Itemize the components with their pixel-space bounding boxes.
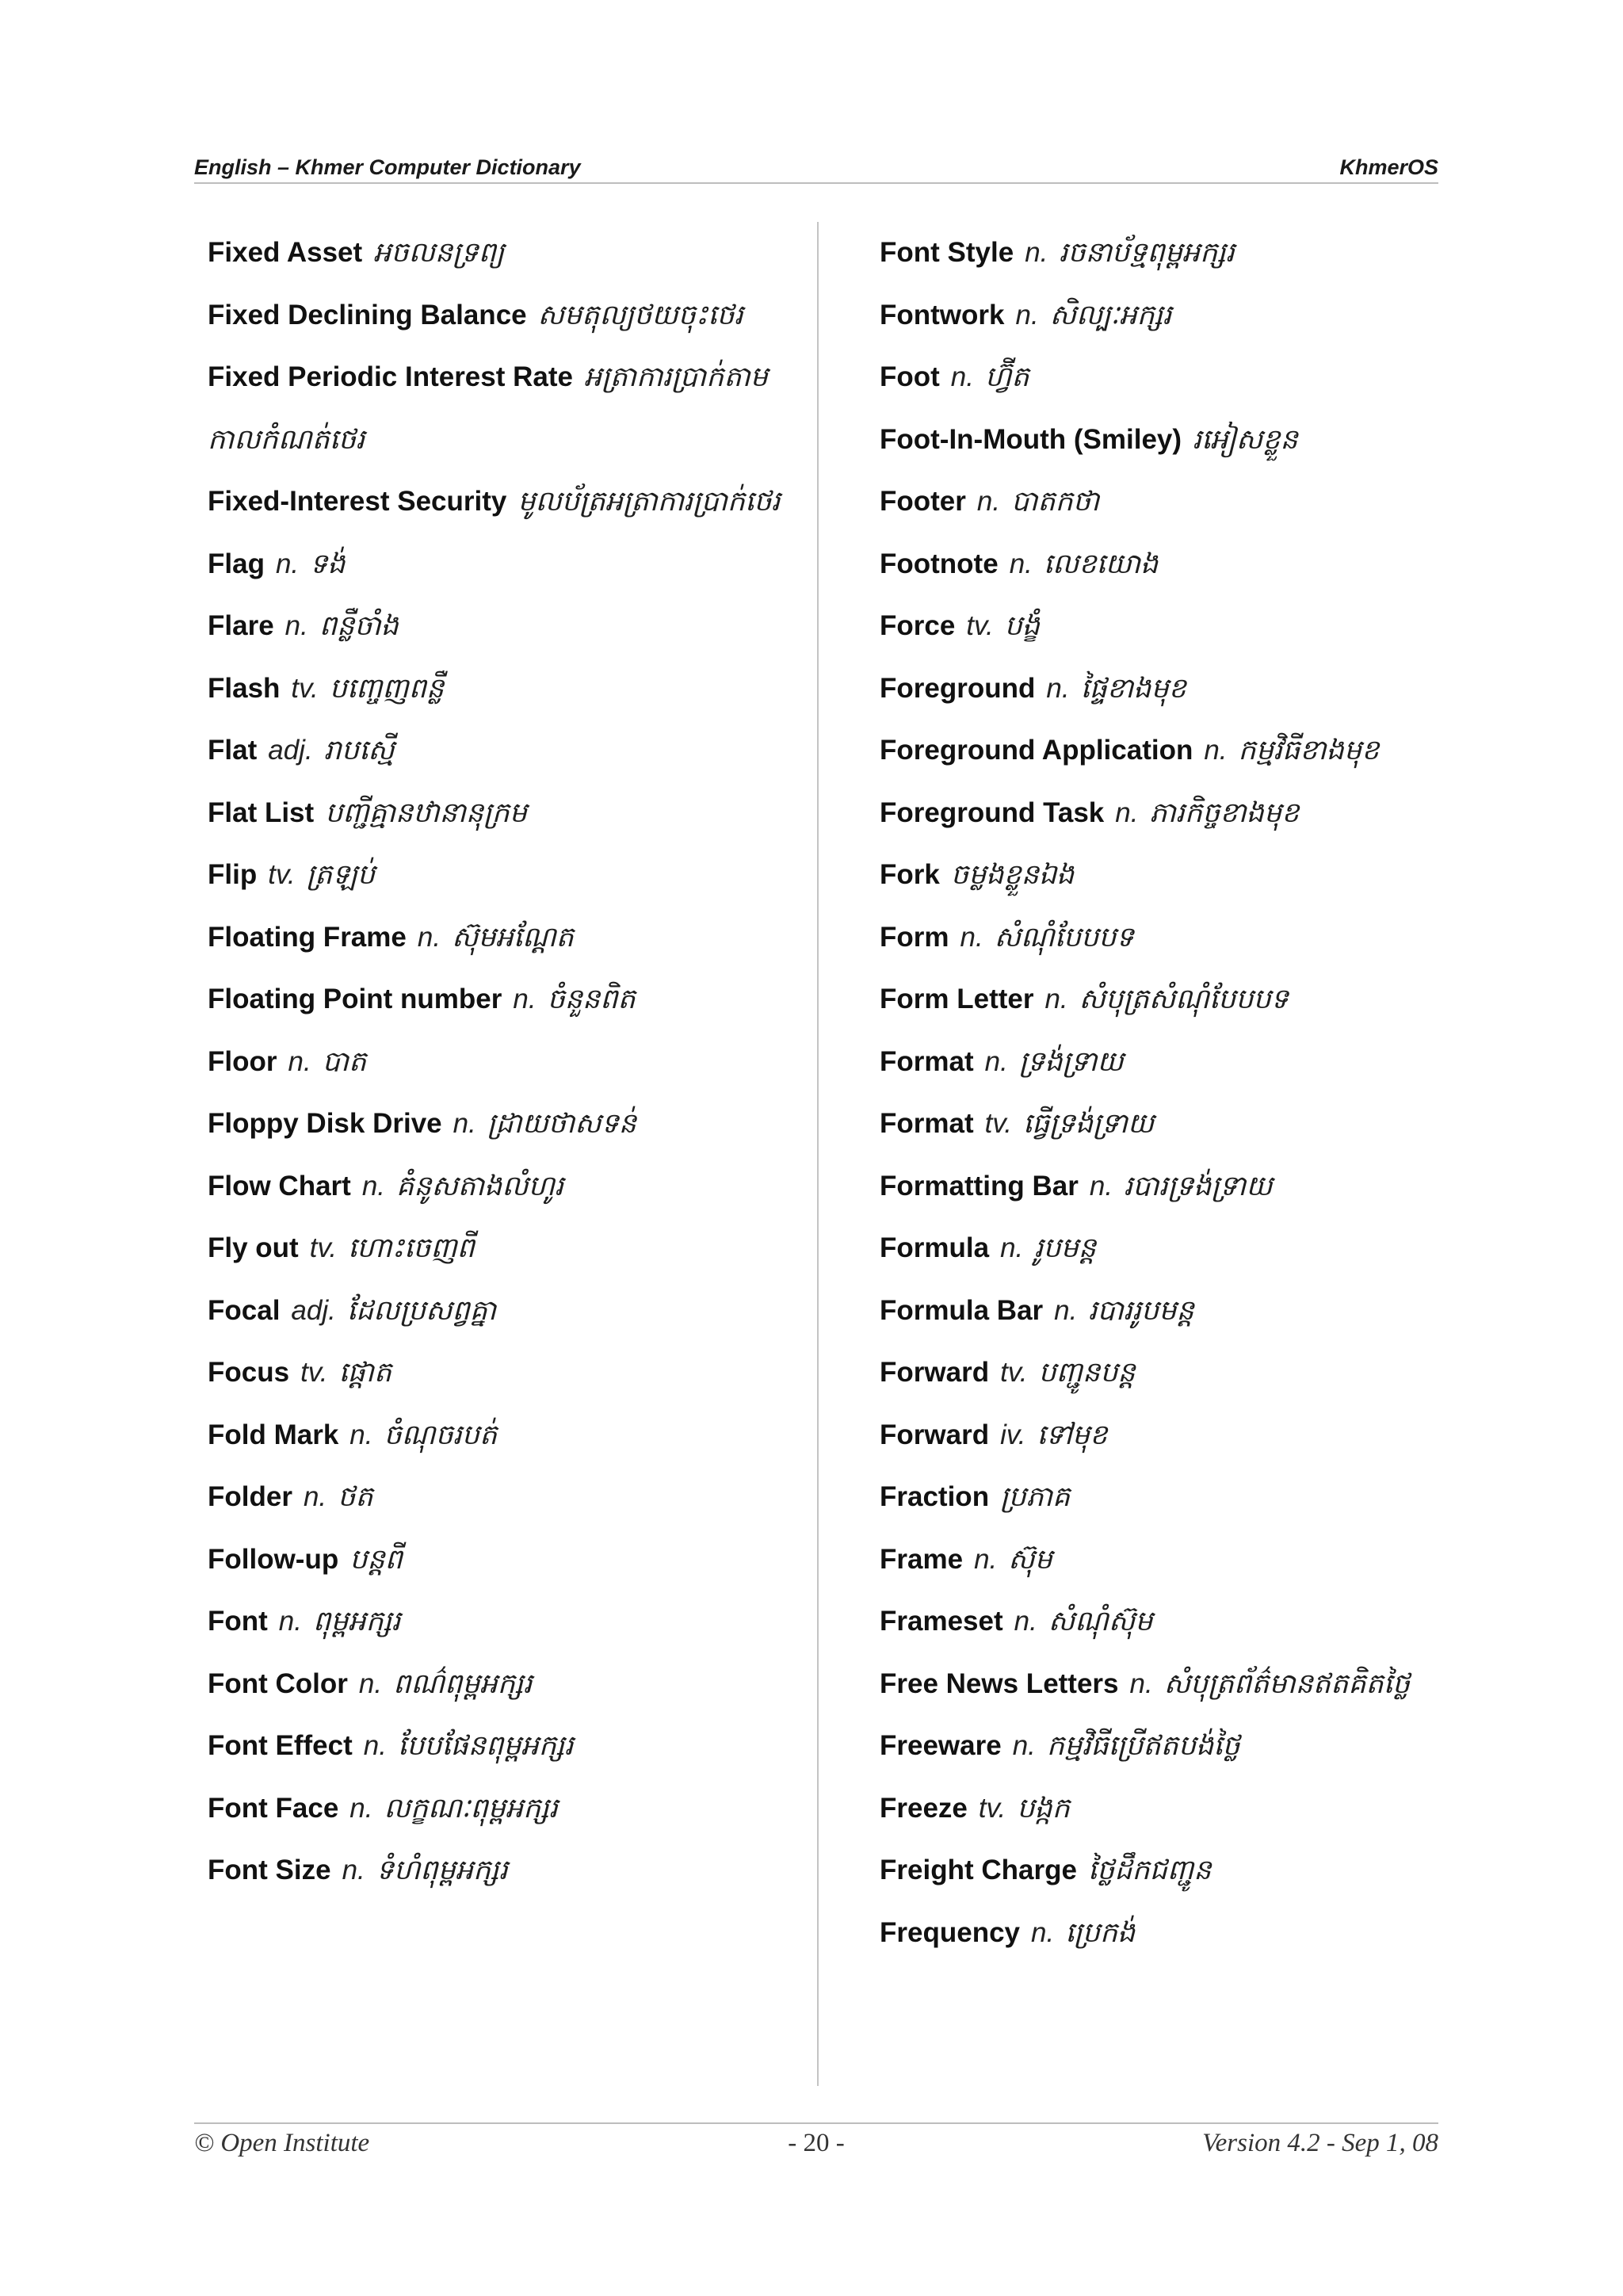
entry-khmer-translation: អត្រាការប្រាក់តាមកាលកំណត់ថេរ xyxy=(208,361,768,456)
entry-khmer-translation: ដែលប្រសព្វគ្នា xyxy=(346,1294,497,1327)
entry-term: Fixed Periodic Interest Rate xyxy=(208,361,573,392)
dictionary-entry xyxy=(208,907,798,969)
entry-khmer-translation: ពុម្ពអក្សរ xyxy=(313,1606,401,1637)
entry-khmer-translation: សំបុត្រព័ត៌មានឥតគិតថ្លៃ xyxy=(1163,1668,1411,1700)
entry-part-of-speech: n. xyxy=(303,1481,327,1512)
entry-part-of-speech: n. xyxy=(349,1792,373,1824)
entry-term: Floating Point number xyxy=(208,984,502,1014)
entry-term: Fork xyxy=(880,859,940,890)
dictionary-entry xyxy=(880,1156,1466,1218)
entry-part-of-speech: n. xyxy=(984,1045,1008,1077)
brand-name: KhmerOS xyxy=(1339,155,1438,179)
entry-khmer-translation: ទ្រង់ទ្រាយ xyxy=(1018,1045,1124,1078)
entry-khmer-translation: លក្ខណៈពុម្ពអក្សរ xyxy=(384,1792,558,1824)
entry-khmer-translation: បង្ខំ xyxy=(1004,610,1041,642)
dictionary-entry xyxy=(880,1778,1466,1840)
entry-part-of-speech: n. xyxy=(974,1543,998,1575)
entry-part-of-speech: tv. xyxy=(978,1792,1006,1824)
entry-khmer-translation: ផ្តោត xyxy=(338,1357,392,1389)
entry-khmer-translation: សំបុត្រសំណុំបែបបទ xyxy=(1079,984,1289,1015)
entry-part-of-speech: n. xyxy=(1031,1916,1055,1948)
entry-part-of-speech: n. xyxy=(1000,1232,1024,1263)
entry-part-of-speech: iv. xyxy=(1000,1419,1026,1450)
page-footer xyxy=(194,2122,1438,2159)
dictionary-entry xyxy=(208,1715,798,1778)
entry-term: Foot xyxy=(880,361,940,392)
dictionary-entry xyxy=(880,222,1466,285)
version-text: Version 4.2 - Sep 1, 08 xyxy=(1202,2129,1438,2157)
dictionary-entry xyxy=(880,907,1466,969)
entry-khmer-translation: រចនាប័ទ្មពុម្ពអក្សរ xyxy=(1059,237,1235,269)
page-number: - 20 - xyxy=(788,2129,845,2157)
dictionary-entry xyxy=(208,1591,798,1653)
entry-term: Follow-up xyxy=(208,1543,339,1575)
entry-term: Focal xyxy=(208,1294,281,1326)
entry-part-of-speech: tv. xyxy=(309,1232,338,1263)
entry-term: Format xyxy=(880,1045,974,1077)
entry-term: Focus xyxy=(208,1357,290,1388)
entry-term: Foreground Task xyxy=(880,797,1105,828)
entry-part-of-speech: n. xyxy=(950,361,974,392)
entry-part-of-speech: n. xyxy=(960,921,983,953)
entry-part-of-speech: n. xyxy=(976,486,1001,517)
dictionary-entry xyxy=(880,782,1466,845)
entry-khmer-translation: កម្មវិធីប្រើឥតបង់ថ្លៃ xyxy=(1046,1730,1240,1762)
right-column xyxy=(880,222,1466,1964)
entry-term: Fontwork xyxy=(880,299,1005,330)
entry-part-of-speech: n. xyxy=(453,1108,476,1139)
entry-khmer-translation: របារទ្រង់ទ្រាយ xyxy=(1124,1170,1273,1202)
dictionary-entry xyxy=(208,1839,798,1902)
entry-khmer-translation: ភារកិច្ចខាងមុខ xyxy=(1149,797,1300,829)
entry-term: Fixed-Interest Security xyxy=(208,486,507,517)
entry-term: Flash xyxy=(208,672,281,704)
entry-term: Flow Chart xyxy=(208,1170,351,1201)
left-column xyxy=(208,222,798,1902)
entry-term: Form xyxy=(880,921,949,953)
entry-khmer-translation: ទៅមុខ xyxy=(1037,1419,1108,1451)
entry-part-of-speech: n. xyxy=(342,1855,365,1885)
entry-khmer-translation: ទង់ xyxy=(310,548,346,580)
dictionary-entry xyxy=(208,595,798,658)
entry-khmer-translation: មូលប័ត្រអត្រាការប្រាក់ថេរ xyxy=(517,486,781,518)
dictionary-entry xyxy=(880,595,1466,658)
entry-part-of-speech: n. xyxy=(275,548,300,579)
entry-term: Fixed Declining Balance xyxy=(208,299,527,330)
entry-part-of-speech: n. xyxy=(1089,1170,1113,1201)
entry-khmer-translation: ហោះចេញពី xyxy=(348,1232,475,1264)
entry-term: Foot-In-Mouth (Smiley) xyxy=(880,423,1182,455)
entry-part-of-speech: n. xyxy=(1054,1294,1078,1326)
entry-part-of-speech: tv. xyxy=(268,859,296,890)
dictionary-entry xyxy=(880,1093,1466,1156)
entry-khmer-translation: ប្រភាគ xyxy=(1000,1481,1071,1513)
entry-term: Forward xyxy=(880,1357,990,1388)
entry-part-of-speech: adj. xyxy=(291,1294,336,1326)
entry-khmer-translation: បាតកថា xyxy=(1011,486,1100,518)
dictionary-entry xyxy=(880,285,1466,347)
dictionary-title: English – Khmer Computer Dictionary xyxy=(194,155,581,179)
entry-part-of-speech: tv. xyxy=(966,610,994,641)
entry-part-of-speech: n. xyxy=(1204,735,1228,766)
entry-part-of-speech: n. xyxy=(278,1606,302,1637)
entry-khmer-translation: ពន្លឺចាំង xyxy=(319,610,399,642)
dictionary-entry xyxy=(880,1404,1466,1467)
dictionary-entry xyxy=(208,1217,798,1280)
entry-part-of-speech: n. xyxy=(361,1170,386,1201)
entry-term: Footer xyxy=(880,486,966,517)
entry-term: Form Letter xyxy=(880,984,1034,1014)
dictionary-entry xyxy=(208,1342,798,1404)
entry-khmer-translation: លេខយោង xyxy=(1043,548,1159,580)
entry-term: Flag xyxy=(208,548,265,579)
entry-term: Font Size xyxy=(208,1855,331,1885)
copyright-text: © Open Institute xyxy=(194,2129,370,2157)
entry-term: Footnote xyxy=(880,548,999,579)
dictionary-entry xyxy=(880,1280,1466,1343)
entry-part-of-speech: n. xyxy=(349,1419,373,1450)
entry-khmer-translation: ត្រឡប់ xyxy=(306,859,376,891)
entry-term: Fly out xyxy=(208,1232,299,1263)
entry-part-of-speech: n. xyxy=(1025,237,1048,268)
entry-term: Font xyxy=(208,1606,268,1637)
entry-khmer-translation: ថ្លៃដឹកជញ្ជូន xyxy=(1087,1855,1212,1886)
entry-part-of-speech: n. xyxy=(363,1730,387,1761)
entry-term: Fraction xyxy=(880,1481,990,1512)
dictionary-entry xyxy=(208,346,798,471)
entry-term: Font Color xyxy=(208,1668,348,1699)
entry-term: Fold Mark xyxy=(208,1419,339,1450)
entry-term: Floor xyxy=(208,1045,277,1077)
column-divider xyxy=(817,222,819,2086)
dictionary-entry xyxy=(880,346,1466,409)
dictionary-entry xyxy=(880,1653,1466,1716)
entry-khmer-translation: ហ្វ៊ីត xyxy=(985,361,1029,393)
entry-part-of-speech: n. xyxy=(1115,797,1139,828)
entry-term: Formula xyxy=(880,1232,990,1263)
entry-term: Flip xyxy=(208,859,258,890)
entry-part-of-speech: tv. xyxy=(291,672,319,704)
entry-part-of-speech: n. xyxy=(513,984,537,1014)
entry-term: Flare xyxy=(208,610,274,641)
entry-term: Format xyxy=(880,1108,974,1139)
entry-term: Freight Charge xyxy=(880,1855,1077,1885)
dictionary-entry xyxy=(208,1404,798,1467)
entry-term: Flat xyxy=(208,735,258,766)
entry-khmer-translation: គំនូសតាងលំហូរ xyxy=(396,1170,564,1202)
dictionary-entry xyxy=(208,968,798,1031)
entry-term: Fixed Asset xyxy=(208,237,363,268)
entry-term: Font Face xyxy=(208,1792,339,1824)
entry-khmer-translation: អចលនទ្រព្យ xyxy=(373,237,505,269)
dictionary-entry xyxy=(208,658,798,720)
entry-khmer-translation: របាររូបមន្ត xyxy=(1088,1294,1194,1327)
entry-part-of-speech: n. xyxy=(1046,672,1070,704)
entry-khmer-translation: បញ្ជូនបន្ត xyxy=(1038,1357,1136,1389)
entry-khmer-translation: ពណ៌ពុម្ពអក្សរ xyxy=(393,1668,533,1700)
entry-khmer-translation: កម្មវិធីខាងមុខ xyxy=(1238,735,1380,766)
entry-term: Foreground xyxy=(880,672,1036,704)
entry-khmer-translation: ចំនួនពិត xyxy=(547,984,636,1015)
dictionary-entry xyxy=(880,1466,1466,1529)
entry-term: Font Style xyxy=(880,237,1014,268)
dictionary-entry xyxy=(880,1839,1466,1902)
entry-term: Foreground Application xyxy=(880,735,1193,766)
entry-term: Force xyxy=(880,610,956,641)
entry-part-of-speech: n. xyxy=(358,1668,383,1699)
entry-khmer-translation: រអៀសខ្លួន xyxy=(1193,423,1298,456)
entry-khmer-translation: សមតុល្យថយចុះថេរ xyxy=(537,299,743,331)
dictionary-entry xyxy=(208,1778,798,1840)
entry-khmer-translation: បែបផែនពុម្ពអក្សរ xyxy=(397,1730,574,1762)
entry-khmer-translation: ផ្ទៃខាងមុខ xyxy=(1080,672,1186,705)
dictionary-entry xyxy=(208,1653,798,1716)
entry-khmer-translation: ចម្លងខ្លួនឯង xyxy=(950,859,1075,891)
entry-part-of-speech: n. xyxy=(288,1045,311,1077)
dictionary-entry xyxy=(880,1342,1466,1404)
entry-part-of-speech: tv. xyxy=(984,1108,1012,1139)
entry-khmer-translation: ស៊ុមអណ្តែត xyxy=(452,921,574,953)
entry-part-of-speech: n. xyxy=(1015,299,1039,330)
entry-term: Formula Bar xyxy=(880,1294,1044,1326)
entry-part-of-speech: n. xyxy=(1044,984,1068,1014)
dictionary-entry xyxy=(208,285,798,347)
entry-term: Formatting Bar xyxy=(880,1170,1079,1201)
entry-term: Folder xyxy=(208,1481,292,1512)
entry-term: Frameset xyxy=(880,1606,1003,1637)
entry-khmer-translation: ទំហំពុម្ពអក្សរ xyxy=(376,1855,508,1886)
entry-part-of-speech: n. xyxy=(1009,548,1033,579)
dictionary-entry xyxy=(208,1093,798,1156)
entry-khmer-translation: បាត xyxy=(322,1045,367,1078)
dictionary-entry xyxy=(880,720,1466,782)
dictionary-entry xyxy=(208,1466,798,1529)
entry-term: Frequency xyxy=(880,1916,1020,1948)
dictionary-entry xyxy=(208,533,798,596)
entry-khmer-translation: សិល្បៈអក្សរ xyxy=(1049,299,1172,331)
entry-part-of-speech: n. xyxy=(285,610,308,641)
dictionary-entry xyxy=(880,1715,1466,1778)
entry-term: Forward xyxy=(880,1419,990,1450)
entry-term: Freeware xyxy=(880,1730,1002,1761)
entry-khmer-translation: ដ្រាយថាសទន់ xyxy=(487,1108,637,1140)
entry-part-of-speech: tv. xyxy=(1000,1357,1028,1388)
dictionary-entry xyxy=(208,471,798,533)
dictionary-entry xyxy=(208,1031,798,1094)
entry-khmer-translation: បញ្ជីគ្មានឋានានុក្រម xyxy=(325,797,527,829)
entry-khmer-translation: សំណុំបែបបទ xyxy=(994,921,1134,953)
entry-khmer-translation: រាបស្មើ xyxy=(323,735,395,766)
entry-khmer-translation: ស៊ុម xyxy=(1008,1543,1052,1576)
dictionary-entry xyxy=(880,1529,1466,1591)
dictionary-entry xyxy=(208,1156,798,1218)
entry-khmer-translation: សំណុំស៊ុម xyxy=(1048,1606,1153,1637)
entry-part-of-speech: n. xyxy=(1012,1730,1036,1761)
entry-khmer-translation: រូបមន្ត xyxy=(1034,1232,1097,1264)
dictionary-entry xyxy=(880,844,1466,907)
entry-khmer-translation: ថត xyxy=(338,1481,373,1513)
entry-term: Frame xyxy=(880,1543,964,1575)
entry-khmer-translation: ចំណុចរបត់ xyxy=(384,1419,498,1451)
page-header xyxy=(194,155,1438,184)
entry-khmer-translation: បញ្ចេញពន្លឺ xyxy=(329,672,445,705)
dictionary-entry xyxy=(208,1280,798,1343)
dictionary-entry xyxy=(208,844,798,907)
dictionary-entry xyxy=(880,1902,1466,1965)
entry-khmer-translation: ធ្វើទ្រង់ទ្រាយ xyxy=(1022,1108,1155,1140)
dictionary-entry xyxy=(880,471,1466,533)
dictionary-entry xyxy=(208,720,798,782)
dictionary-entry xyxy=(880,968,1466,1031)
entry-term: Floppy Disk Drive xyxy=(208,1108,442,1139)
dictionary-entry xyxy=(880,1591,1466,1653)
dictionary-entry xyxy=(208,222,798,285)
entry-part-of-speech: n. xyxy=(1014,1606,1037,1637)
entry-khmer-translation: បង្កក xyxy=(1017,1792,1070,1824)
entry-part-of-speech: n. xyxy=(417,921,441,953)
entry-part-of-speech: n. xyxy=(1129,1668,1153,1699)
dictionary-entry xyxy=(880,533,1466,596)
dictionary-entry xyxy=(880,409,1466,472)
entry-part-of-speech: tv. xyxy=(300,1357,328,1388)
entry-khmer-translation: បន្តពី xyxy=(349,1543,403,1576)
entry-term: Floating Frame xyxy=(208,921,407,953)
entry-term: Font Effect xyxy=(208,1730,353,1761)
entry-term: Freeze xyxy=(880,1792,968,1824)
dictionary-entry xyxy=(208,782,798,845)
entry-khmer-translation: ប្រេកង់ xyxy=(1065,1916,1136,1949)
dictionary-entry xyxy=(880,1031,1466,1094)
entry-part-of-speech: adj. xyxy=(268,735,313,766)
entry-term: Free News Letters xyxy=(880,1668,1119,1699)
dictionary-entry xyxy=(880,1217,1466,1280)
dictionary-entry xyxy=(880,658,1466,720)
entry-term: Flat List xyxy=(208,797,315,828)
dictionary-entry xyxy=(208,1529,798,1591)
